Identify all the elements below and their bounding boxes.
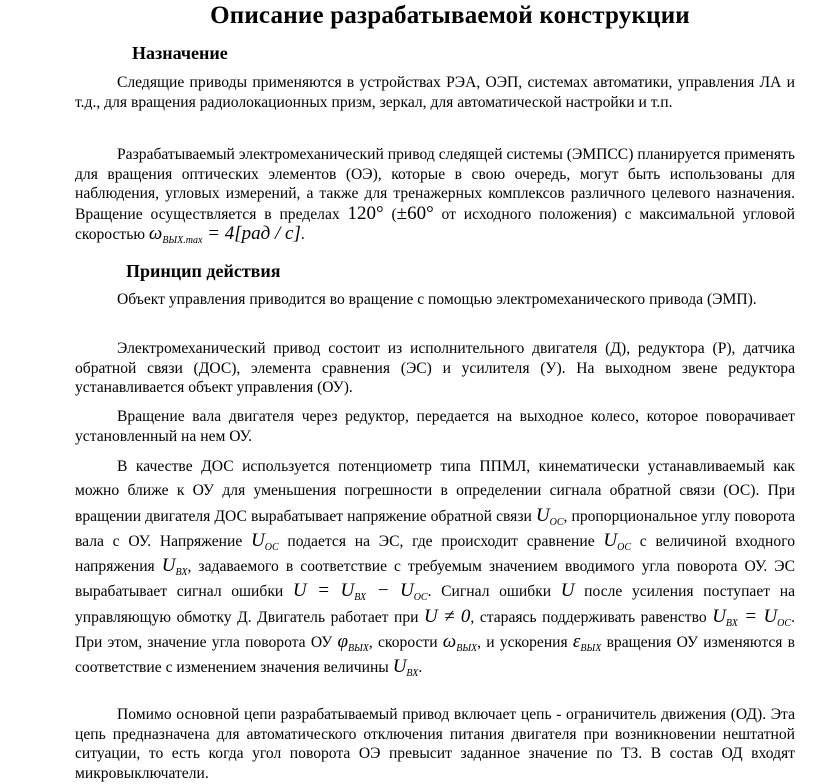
math-sub: ВЫХ [347,643,369,655]
math-epsilon: ε [572,631,581,653]
math-phi: φ [337,631,348,653]
text-run: , задаваемого в соответствие с требуемым значением вводимого угла поворота ОУ. ЭС вырабатывает сигнал ошибки [75,558,795,601]
text-run: В качестве ДОС используется потенциометр типа ППМЛ, кинематически устанавливаемый как можно ближе к ОУ для уменьшения погрешности в определении сигнала обратной связи (ОС). При вращении двигателя ДОС вырабатывает напряжение обратной связи [75,458,795,525]
omega-subscript: ВЫХ.max [162,235,203,246]
math-sub: ВХ [175,567,188,579]
math-U: U [560,580,575,602]
omega-value: = 4[рад / с] [202,223,301,244]
text-run: . [300,226,305,243]
math-sub: ВХ [354,592,367,604]
principle-paragraph-1: Объект управления приводится во вращение с помощью электромеханического привода (ЭМП). [117,291,757,308]
math-sub: ВЫХ [580,643,602,655]
text-run: , скорости [368,634,443,652]
math-U: U [535,504,550,526]
math-U: U [292,580,307,602]
text-run: подается на ЭС, где происходит сравнение [278,532,604,550]
angle-range-value: ±60° [396,202,434,224]
principle-paragraph-5: Помимо основной цепи разрабатываемый привод включает цепь - ограничитель движения (ОД). Эта цепь предназначена для автоматического отключения питания двигателя при возникновении нештатной ситуации, то есть когда угол поворота ОЭ превысит заданное значение по ТЗ. В состав ОД входят микровыключатели. [75,706,795,782]
math-sub: ОС [413,592,428,604]
math-omega: ω [442,631,457,653]
document-title: Описание разрабатываемой конструкции [210,2,690,29]
math-sub: ОС [617,541,632,553]
math-U: U [424,605,438,627]
text-run: от исходного положения) с максимальной угловой скоростью [75,205,795,243]
math-minus: − U [366,580,414,602]
text-run: . [418,659,423,677]
math-neq: ≠ 0 [437,605,471,627]
math-sub: ВХ [406,668,419,680]
angle-value: 120° [347,202,384,224]
math-U: U [161,555,176,577]
text-run: ( [383,205,397,223]
math-U: U [603,529,618,551]
text-run: Разрабатываемый электромеханический привод следящей системы (ЭМПСС) планируется применять для вращения оптических элементов (ОЭ), которые в свою очередь, могут быть использованы для наблюдения, угловых измерений, а также для тренажерных комплексов различного целевого назначения. Вращение осуществляется в пределах [75,146,795,223]
text-run: . При этом, значение угла поворота ОУ [75,608,795,652]
text-run: с величиной входного напряжения [75,532,796,576]
math-U: U [392,656,407,678]
principle-paragraph-3: Вращение вала двигателя через редуктор, передается на выходное колесо, которое поворачивает установленный на нем ОУ. [75,408,795,445]
principle-paragraph-4 [75,455,795,681]
math-sub: ВХ [725,617,738,629]
principle-paragraph-2: Электромеханический привод состоит из исполнительного двигателя (Д), редуктора (Р), датчика обратной связи (ДОС), элемента сравнения (ЭС) и усилителя (У). На выходном звене редуктора устанавливается объект управления (ОУ). [75,340,795,396]
math-sub: ОС [264,541,279,553]
text-run: после усиления поступает на управляющую обмотку Д. Двигатель работает при [75,583,796,626]
text-run: , и ускорения [477,634,573,652]
math-sub: ОС [549,516,564,528]
purpose-paragraph-1: Следящие приводы применяются в устройствах РЭА, ОЭП, системах автоматики, управления ЛА и т.д., для вращения радиолокационных призм, зеркал, для автоматической настройки и т.п. [75,74,795,111]
math-sub: ОС [777,617,792,629]
math-U: U [251,529,265,551]
text-run: вращения ОУ изменяются в соответствие с изменением значения величины [75,634,795,677]
text-run: , пропорциональное углу поворота вала с ОУ. Напряжение [75,507,796,550]
math-U: U [712,605,726,627]
math-eq: = U [306,580,355,602]
text-run: . Сигнал ошибки [427,583,561,601]
text-run: , стараясь поддерживать равенство [470,608,713,626]
math-sub: ВЫХ [456,643,478,655]
purpose-paragraph-2 [75,145,795,245]
section-heading-purpose: Назначение [132,43,228,63]
section-heading-principle: Принцип действия [126,261,281,281]
math-eq: = U [737,605,778,627]
omega-symbol: ω [148,223,163,244]
